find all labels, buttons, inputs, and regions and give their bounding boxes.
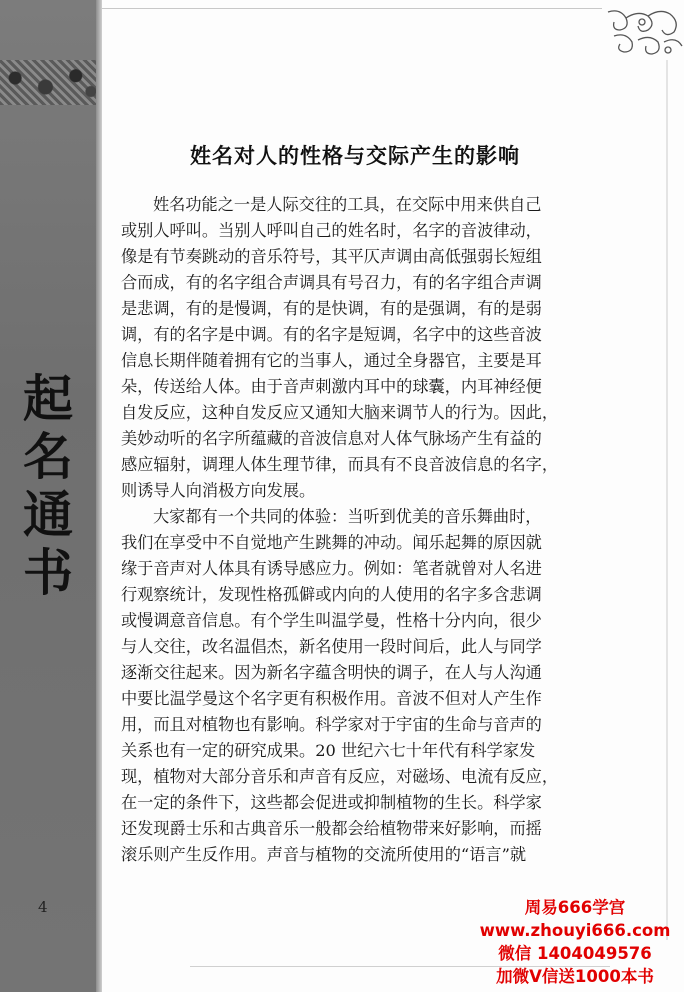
text-line: 在一定的条件下，这些都会促进或抑制植物的生长。科学家	[121, 793, 542, 812]
paragraph-1	[121, 192, 586, 504]
text-line: 自发反应，这种自发反应又通知大脑来调节人的行为。因此，	[121, 403, 559, 422]
page-number: 4	[38, 898, 48, 916]
text-line: 调，有的名字是中调。有的名字是短调，名字中的这些音波	[121, 325, 542, 344]
text-line: 行观察统计，发现性格孤僻或内向的人使用的名字多含悲调	[121, 585, 542, 604]
promo-line-offer: 加微V信送1000本书	[496, 967, 654, 986]
text-line: 关系也有一定的研究成果。20 世纪六七十年代有科学家发	[121, 741, 536, 760]
promo-line-url: www.zhouyi666.com	[479, 921, 671, 940]
vertical-title-char: 书	[23, 543, 73, 602]
vertical-title-char: 通	[23, 485, 73, 544]
vertical-title-char: 起	[23, 369, 73, 428]
text-line: 或慢调意音信息。有个学生叫温学曼，性格十分内向，很少	[121, 611, 542, 630]
text-line: 用，而且对植物也有影响。科学家对于宇宙的生命与音声的	[121, 715, 542, 734]
text-line: 则诱导人向消极方向发展。	[121, 481, 316, 500]
right-margin-line	[666, 60, 668, 940]
text-line: 信息长期伴随着拥有它的当事人，通过全身器官，主要是耳	[121, 351, 542, 370]
text-line: 大家都有一个共同的体验：当听到优美的音乐舞曲时，	[153, 507, 542, 526]
text-line: 我们在享受中不自觉地产生跳舞的冲动。闻乐起舞的原因就	[121, 533, 542, 552]
text-line: 与人交往，改名温倡杰，新名使用一段时间后，此人与同学	[121, 637, 542, 656]
text-line: 是悲调，有的是慢调，有的是快调，有的是强调，有的是弱	[121, 299, 542, 318]
text-line: 朵，传送给人体。由于音声刺激内耳中的球囊，内耳神经便	[121, 377, 542, 396]
text-line: 还发现爵士乐和古典音乐一般都会给植物带来好影响，而摇	[121, 819, 542, 838]
text-line: 美妙动听的名字所蕴藏的音波信息对人体气脉场产生有益的	[121, 429, 542, 448]
promo-line-wechat: 微信 1404049576	[498, 944, 652, 963]
top-rule	[102, 8, 602, 9]
chapter-sidebar	[0, 0, 101, 992]
paragraph-2	[121, 504, 586, 868]
article-body	[121, 192, 586, 868]
promo-watermark	[468, 896, 682, 988]
decorative-pattern	[0, 60, 101, 105]
text-line: 缘于音声对人体具有诱导感应力。例如：笔者就曾对人名进	[121, 559, 542, 578]
promo-line-site-name: 周易666学宫	[524, 898, 626, 917]
vertical-book-title	[12, 370, 84, 602]
text-line: 滚乐则产生反作用。声音与植物的交流所使用的“语言”就	[121, 845, 527, 864]
vertical-title-char: 名	[23, 427, 73, 486]
text-line: 中要比温学曼这个名字更有积极作用。音波不但对人产生作	[121, 689, 542, 708]
article-title: 姓名对人的性格与交际产生的影响	[190, 144, 520, 168]
sidebar-edge	[96, 0, 102, 992]
text-line: 感应辐射，调理人体生理节律，而具有不良音波信息的名字，	[121, 455, 559, 474]
text-line: 或别人呼叫。当别人呼叫自己的姓名时，名字的音波律动，	[121, 221, 542, 240]
text-line: 合而成，有的名字组合声调具有号召力，有的名字组合声调	[121, 273, 542, 292]
text-line: 逐渐交往起来。因为新名字蕴含明快的调子，在人与人沟通	[121, 663, 542, 682]
corner-ornament-icon	[604, 6, 684, 62]
text-line: 现，植物对大部分音乐和声音有反应，对磁场、电流有反应，	[121, 767, 559, 786]
text-line: 像是有节奏跳动的音乐符号，其平仄声调由高低强弱长短组	[121, 247, 542, 266]
text-line: 姓名功能之一是人际交往的工具，在交际中用来供自己	[153, 195, 542, 214]
